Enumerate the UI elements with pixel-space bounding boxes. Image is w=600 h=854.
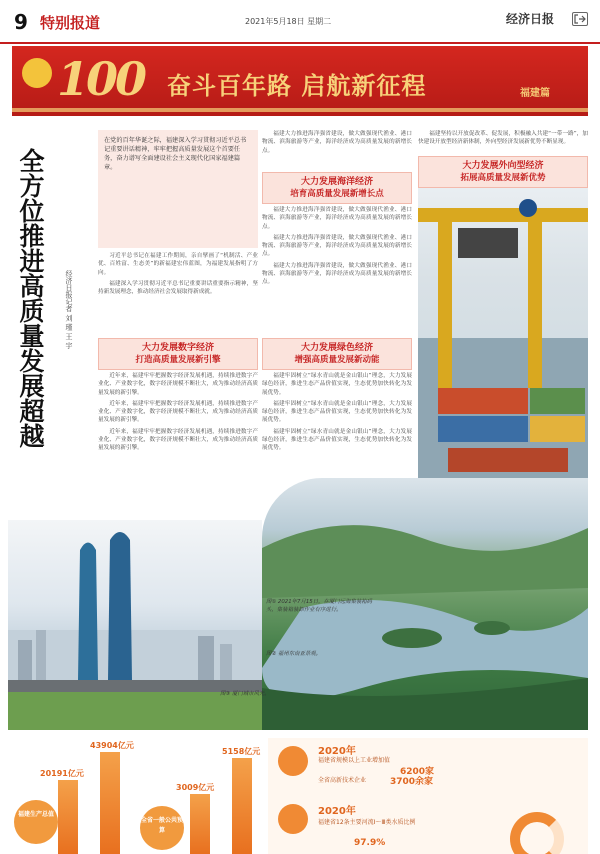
subhead-line-1: 大力发展数字经济 xyxy=(141,343,214,353)
party-emblem-icon xyxy=(22,58,52,88)
info-year-b: 2020年 xyxy=(318,806,356,817)
banner-region-label: 福建篇 xyxy=(520,88,550,99)
subhead-green-economy xyxy=(262,338,412,370)
gdp-value-1: 20191亿元 xyxy=(40,769,84,778)
paragraph: 近年来，福建牢牢把握数字经济发展机遇，持续推进数字产业化、产业数字化，数字经济规模不断壮大，成为推动经济高质量发展的新引擎。 xyxy=(98,428,258,452)
section-title: 特别报道 xyxy=(40,14,101,32)
paragraph: 福建牢固树立“绿水青山就是金山银山”理念，大力发展绿色经济，推进生态产品价值实现，生态优势加快转化为发展优势。 xyxy=(262,428,412,452)
info-number-a2: 3700余家 xyxy=(390,777,434,787)
subhead-open-economy xyxy=(418,156,588,188)
info-number-b: 97.9% xyxy=(354,838,386,848)
info-number-a: 6200家 xyxy=(400,767,435,777)
photo-caption-1: 图① 2021年7月15日，在厦门远海集装箱码头，集装箱装卸作业有序进行。 xyxy=(266,599,373,613)
subhead-line-1: 大力发展外向型经济 xyxy=(462,161,544,171)
gdp-badge: 福建生产总值 xyxy=(14,800,58,844)
subhead-line-2: 拓展高质量发展新优势 xyxy=(460,173,546,183)
budget-bar-2 xyxy=(232,758,252,854)
paragraph: 福建大力推进海洋强省建设，做大做强现代渔业、港口物流、滨海旅游等产业，海洋经济成为高质量发展的新增长点。 xyxy=(262,207,412,230)
paragraph: 习近平总书记在福建工作期间，亲自擘画了“机制活、产业优、百姓富、生态美”的新福建宏伟蓝图，为福建发展指明了方向。 xyxy=(98,253,258,276)
paper-name: 经济日报 xyxy=(506,12,555,26)
gdp-bar-1 xyxy=(58,780,78,854)
gdp-value-2: 43904亿元 xyxy=(90,741,134,750)
paragraph: 近年来，福建牢牢把握数字经济发展机遇，持续推进数字产业化、产业数字化，数字经济规模不断壮大，成为推动经济高质量发展的新引擎。 xyxy=(98,373,258,396)
paragraph: 近年来，福建牢牢把握数字经济发展机遇，持续推进数字产业化、产业数字化，数字经济规模不断壮大，成为推动经济高质量发展的新引擎。 xyxy=(98,400,258,424)
info-text-a2: 全省高新技术企业 xyxy=(318,777,367,784)
budget-value-2: 5158亿元 xyxy=(222,747,261,756)
info-text-a: 福建省规模以上工业增加值 xyxy=(318,757,391,764)
banner-stripe xyxy=(12,108,588,112)
subhead-line-2: 培育高质量发展新增长点 xyxy=(290,189,384,199)
article-column-3 xyxy=(262,206,412,332)
centenary-logo: 100 xyxy=(57,52,145,106)
subhead-line-1: 大力发展海洋经济 xyxy=(300,177,373,187)
subhead-line-2: 打造高质量发展新引擎 xyxy=(135,355,221,365)
issue-date: 2021年5月18日 星期二 xyxy=(245,17,332,26)
paragraph: 福建牢固树立“绿水青山就是金山银山”理念，大力发展绿色经济，推进生态产品价值实现，生态优势加快转化为发展优势。 xyxy=(262,373,412,396)
subhead-line-2: 增强高质量发展新动能 xyxy=(294,355,380,365)
paragraph: 福建深入学习贯彻习近平总书记重要讲话重要指示精神，坚持新发展理念，推动经济社会发展取得新成就。 xyxy=(98,280,258,296)
article-column-3-top xyxy=(262,130,412,168)
lead-paragraph: 在党的百年华诞之际，福建深入学习贯彻习近平总书记重要讲话精神，牢牢把握高质量发展这个首要任务，奋力谱写全面建设社会主义现代化国家福建篇章。 xyxy=(98,130,258,248)
info-text-b: 福建省12条主要河流Ⅰ～Ⅲ类水质比例 xyxy=(318,819,416,826)
byline: 经济日报记者 刘 瑾 王 宇 xyxy=(65,270,73,349)
exit-icon[interactable] xyxy=(572,12,588,26)
article-column-4 xyxy=(262,372,412,476)
photo-caption-2: 图② 福州东南亚景观。 xyxy=(266,651,322,657)
paragraph: 福建牢固树立“绿水青山就是金山银山”理念，大力发展绿色经济，推进生态产品价值实现，生态优势加快转化为发展优势。 xyxy=(262,400,412,424)
subhead-digital-economy xyxy=(98,338,258,370)
atom-icon xyxy=(278,746,308,776)
gdp-bar-2 xyxy=(100,752,120,854)
centenary-banner xyxy=(12,46,588,116)
banner-headline: 奋斗百年路 启航新征程 xyxy=(167,71,427,100)
masthead xyxy=(0,0,600,44)
water-drop-icon xyxy=(278,804,308,834)
main-title: 全方位推进高质量发展超越 xyxy=(16,148,45,448)
subhead-ocean-economy xyxy=(262,172,412,204)
page-number: 9 xyxy=(14,10,28,34)
paragraph: 福建大力推进海洋强省建设，做大做强现代渔业、港口物流、滨海旅游等产业，海洋经济成为高质量发展的新增长点。 xyxy=(262,234,412,258)
budget-value-1: 3009亿元 xyxy=(176,783,215,792)
budget-badge: 全省一般公共预算 xyxy=(140,806,184,850)
paragraph: 福建大力推进海洋强省建设，做大做强现代渔业、港口物流、滨海旅游等产业，海洋经济成为高质量发展的新增长点。 xyxy=(262,262,412,286)
article-column-1 xyxy=(98,252,258,334)
subhead-line-1: 大力发展绿色经济 xyxy=(300,343,373,353)
city-skyline-photo xyxy=(8,520,262,730)
paragraph: 福建坚持以开放促改革、促发展，积极融入共建“一带一路”，加快建设开放型经济新体制，外向型经济发展新优势不断显现。 xyxy=(418,131,588,146)
info-year-a: 2020年 xyxy=(318,746,356,757)
photo-caption-3: 图③ 厦门城市风光。 xyxy=(220,691,270,697)
paragraph: 福建大力推进海洋强省建设，做大做强现代渔业、港口物流、滨海旅游等产业，海洋经济成为高质量发展的新增长点。 xyxy=(262,131,412,154)
budget-bar-1 xyxy=(190,794,210,854)
article-column-2 xyxy=(98,372,258,520)
port-photo xyxy=(418,188,588,490)
article-column-5-top xyxy=(418,130,588,152)
